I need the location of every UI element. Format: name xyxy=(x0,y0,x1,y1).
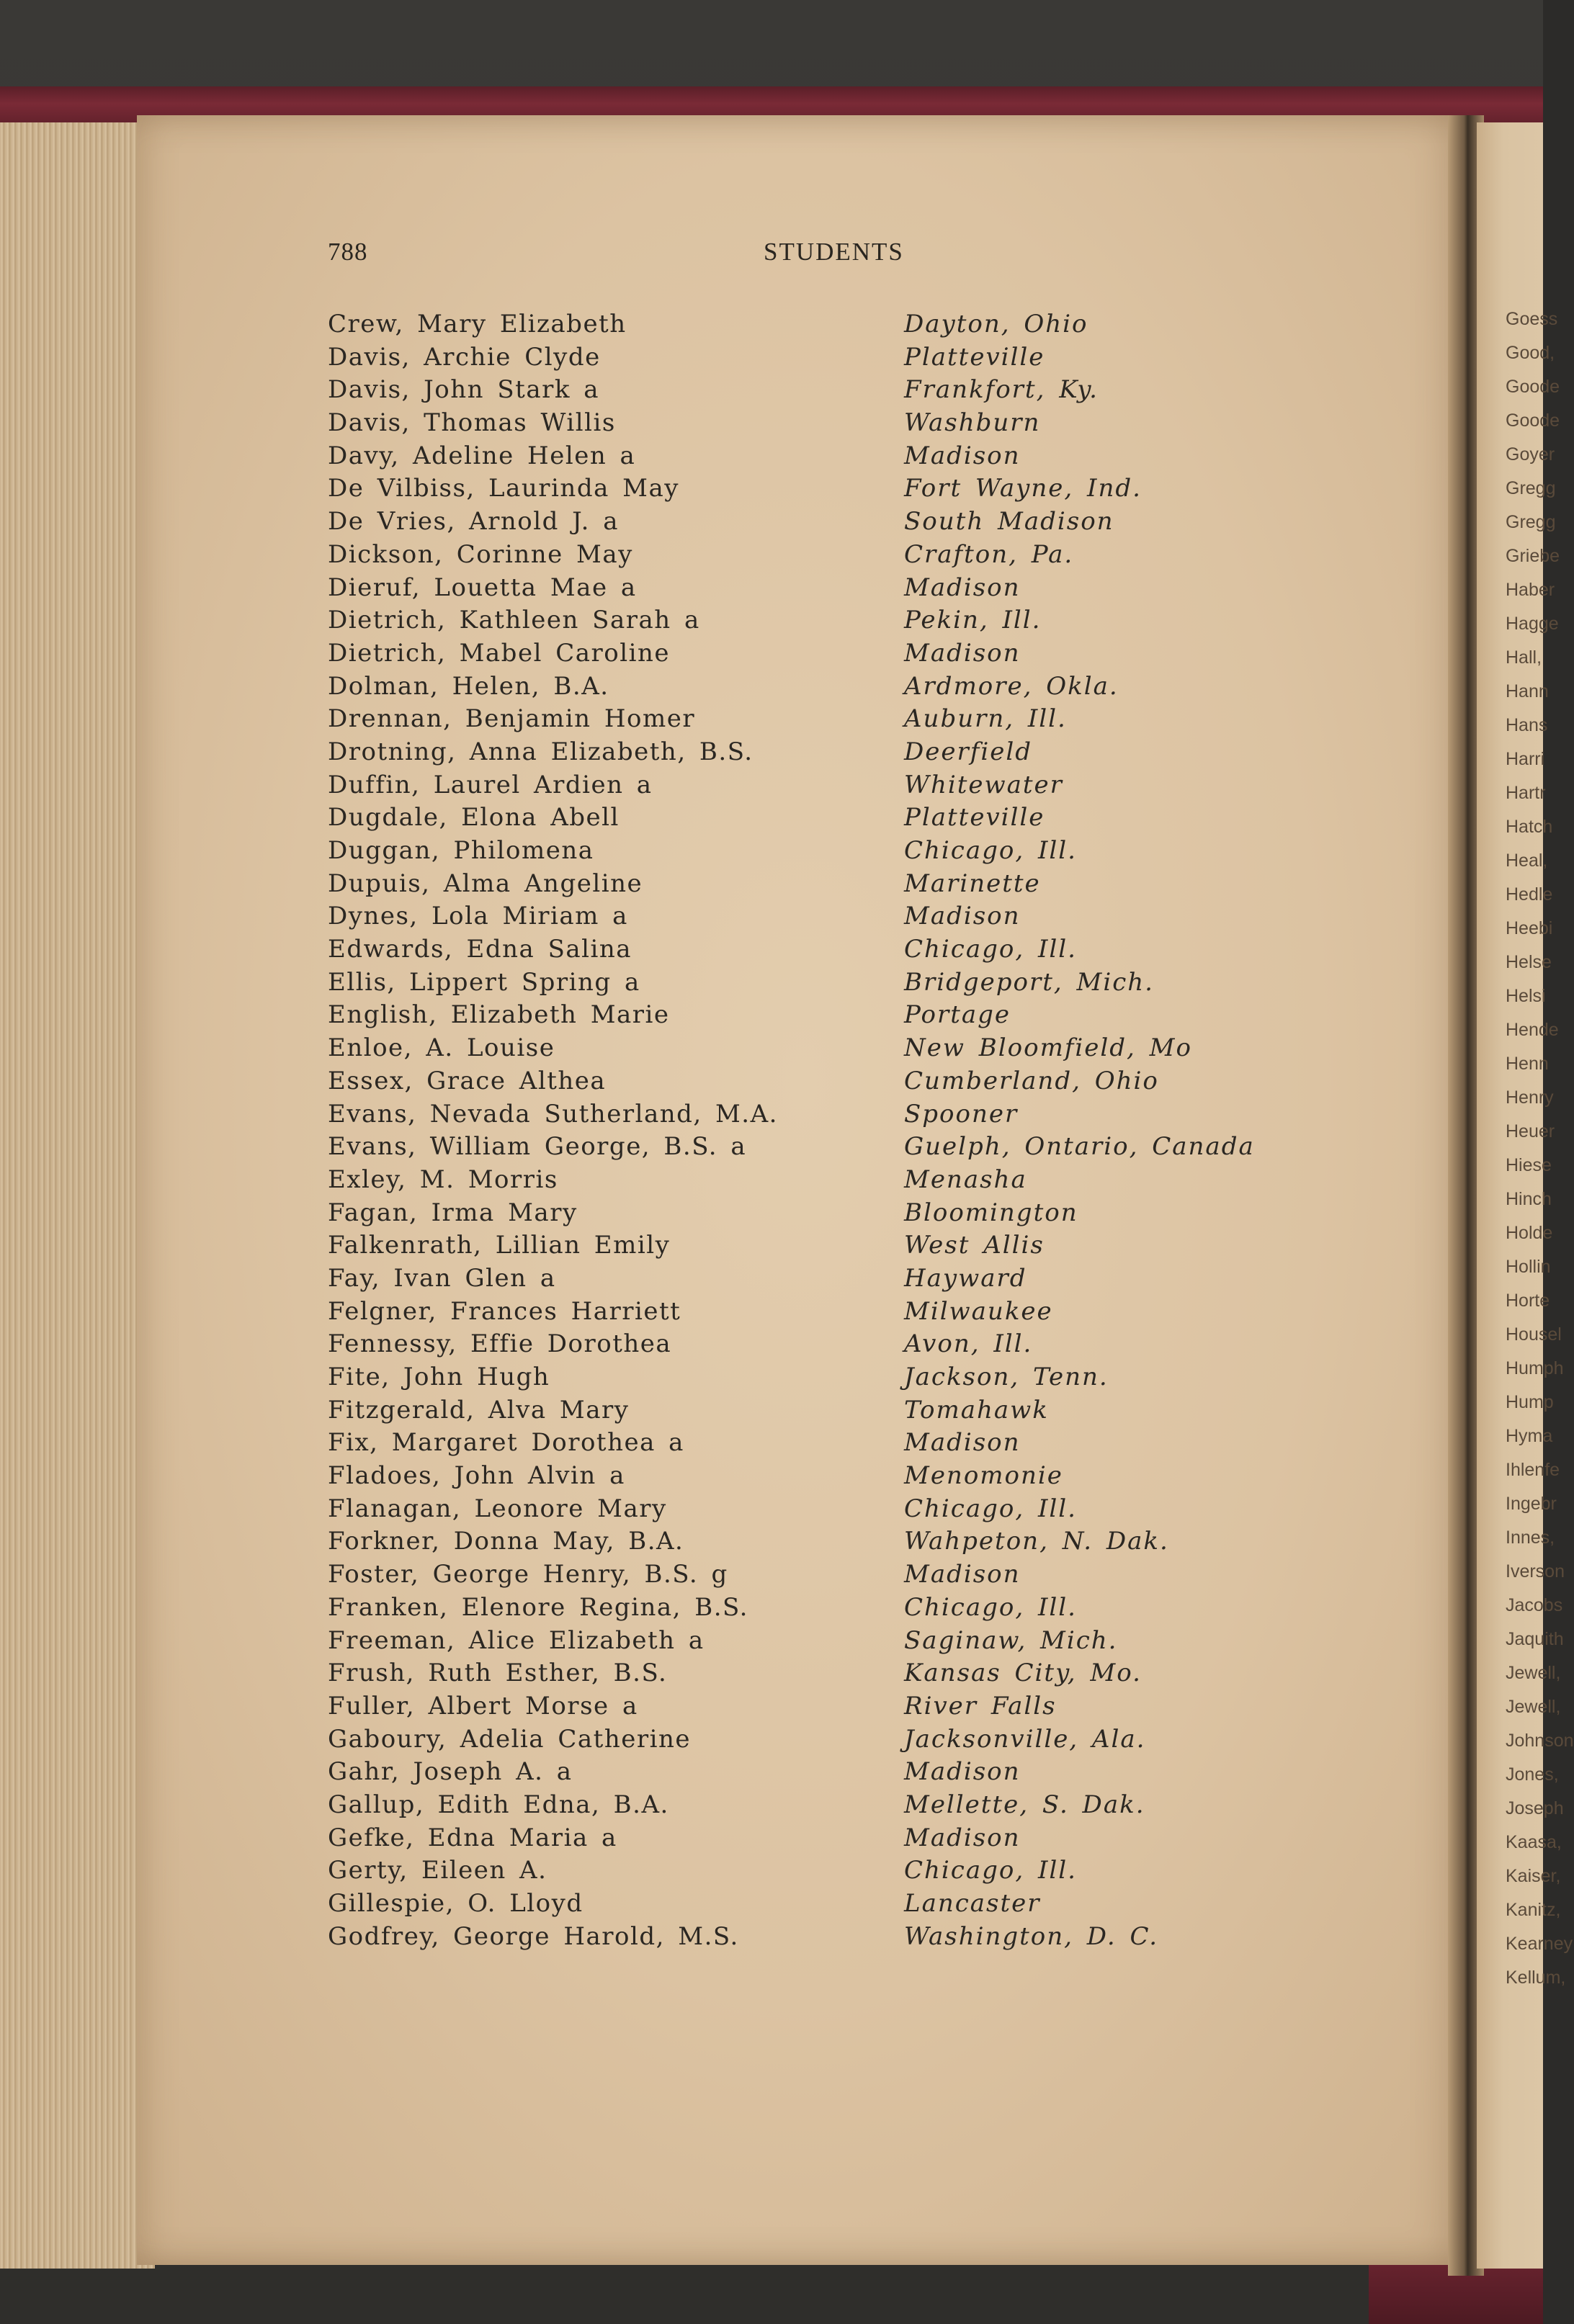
facing-page-fragment: Jewell, xyxy=(1506,1663,1561,1683)
student-name: Fitzgerald, Alva Mary xyxy=(328,1395,630,1425)
list-item xyxy=(328,1757,1336,1790)
list-item xyxy=(328,1067,1336,1100)
facing-page-fragment: Heebi xyxy=(1506,918,1553,938)
facing-page-fragment: Haber xyxy=(1506,580,1555,600)
facing-page-fragment: Ihlenfe xyxy=(1506,1460,1560,1480)
student-hometown: Platteville xyxy=(904,342,1045,372)
list-item xyxy=(328,672,1336,705)
facing-page-fragment: Helsi xyxy=(1506,986,1546,1006)
student-hometown: Crafton, Pa. xyxy=(904,539,1074,569)
student-name: Dugdale, Elona Abell xyxy=(328,803,620,833)
student-hometown: Washington, D. C. xyxy=(904,1921,1159,1951)
list-item xyxy=(328,1000,1336,1033)
student-hometown: New Bloomfield, Mo xyxy=(904,1033,1192,1063)
facing-page-fragment: Hartr xyxy=(1506,783,1546,803)
list-item xyxy=(328,1659,1336,1692)
facing-page-fragment: Gregg xyxy=(1506,512,1556,532)
student-hometown: Madison xyxy=(904,1757,1021,1787)
student-name: Fite, John Hugh xyxy=(328,1363,550,1391)
facing-page-fragment: Griebe xyxy=(1506,546,1560,566)
facing-page-fragment: Goode xyxy=(1506,410,1560,431)
list-item xyxy=(328,836,1336,869)
facing-page-fragment: Hann xyxy=(1506,681,1549,701)
student-name: Fagan, Irma Mary xyxy=(328,1198,578,1227)
list-item xyxy=(328,935,1336,968)
student-hometown: Cumberland, Ohio xyxy=(904,1066,1159,1095)
facing-page-fragment: Henry xyxy=(1506,1087,1554,1108)
facing-page-fragment: Goyer xyxy=(1506,444,1555,465)
student-name: Dupuis, Alma Angeline xyxy=(328,869,643,898)
list-item xyxy=(328,1725,1336,1758)
student-name: Crew, Mary Elizabeth xyxy=(328,310,627,338)
student-name: Falkenrath, Lillian Emily xyxy=(328,1231,671,1260)
list-item xyxy=(328,869,1336,902)
student-name: Dolman, Helen, B.A. xyxy=(328,671,609,701)
facing-page-fragment: Helse xyxy=(1506,952,1552,972)
list-item xyxy=(328,573,1336,606)
student-hometown: Marinette xyxy=(904,869,1041,898)
student-name: Gahr, Joseph A. a xyxy=(328,1757,573,1787)
student-name: Edwards, Edna Salina xyxy=(328,935,632,964)
list-item xyxy=(328,1889,1336,1922)
student-hometown: Madison xyxy=(904,1823,1021,1852)
facing-page-fragment: Jones, xyxy=(1506,1764,1559,1785)
student-name: Gallup, Edith Edna, B.A. xyxy=(328,1790,669,1819)
student-hometown: Chicago, Ill. xyxy=(904,1856,1077,1885)
facing-page-fragment: Jaquith xyxy=(1506,1629,1564,1649)
facing-page-fragment: Kanitz, xyxy=(1506,1900,1561,1920)
list-item xyxy=(328,1626,1336,1659)
student-hometown: Deerfield xyxy=(904,737,1032,766)
facing-page-fragment: Horte xyxy=(1506,1291,1550,1311)
list-item xyxy=(328,540,1336,573)
student-hometown: Ardmore, Okla. xyxy=(904,671,1119,701)
list-item xyxy=(328,1165,1336,1198)
student-name: Essex, Grace Althea xyxy=(328,1066,607,1095)
student-hometown: Whitewater xyxy=(904,770,1063,799)
student-hometown: Chicago, Ill. xyxy=(904,1592,1077,1622)
list-item xyxy=(328,1363,1336,1396)
list-item xyxy=(328,1461,1336,1494)
student-name: Gillespie, O. Lloyd xyxy=(328,1889,583,1918)
student-hometown: Madison xyxy=(904,573,1021,602)
facing-page-fragment: Hyma xyxy=(1506,1426,1553,1446)
student-name: Fix, Margaret Dorothea a xyxy=(328,1428,684,1458)
student-hometown: Guelph, Ontario, Canada xyxy=(904,1132,1255,1162)
list-item xyxy=(328,1692,1336,1725)
student-name: Ellis, Lippert Spring a xyxy=(328,967,640,997)
student-hometown: Frankfort, Ky. xyxy=(904,375,1099,405)
list-item xyxy=(328,639,1336,672)
student-name: Forkner, Donna May, B.A. xyxy=(328,1527,684,1556)
facing-page-fragment: Hatch xyxy=(1506,817,1553,837)
student-name: Davis, Thomas Willis xyxy=(328,408,616,438)
facing-page-fragment: Jewell, xyxy=(1506,1697,1561,1717)
list-item xyxy=(328,771,1336,804)
student-hometown: South Madison xyxy=(904,507,1114,537)
facing-page-fragment: Iverson xyxy=(1506,1561,1565,1582)
student-hometown: Pekin, Ill. xyxy=(904,606,1042,635)
facing-page-fragment: Johnson xyxy=(1506,1731,1574,1751)
student-name: Dickson, Corinne May xyxy=(328,539,633,569)
student-name: Davy, Adeline Helen a xyxy=(328,441,636,470)
student-name: Exley, M. Morris xyxy=(328,1165,558,1194)
student-name: English, Elizabeth Marie xyxy=(328,1000,670,1030)
student-hometown: Jackson, Tenn. xyxy=(904,1363,1109,1391)
student-name: Felgner, Frances Harriett xyxy=(328,1296,681,1326)
facing-page-fragment: Housel xyxy=(1506,1324,1562,1345)
student-name: Duffin, Laurel Ardien a xyxy=(328,770,653,799)
list-item xyxy=(328,1494,1336,1527)
facing-page-fragment: Hollin xyxy=(1506,1257,1551,1277)
facing-page-fragment: Henn xyxy=(1506,1054,1549,1074)
list-item xyxy=(328,1297,1336,1330)
student-name: Franken, Elenore Regina, B.S. xyxy=(328,1592,748,1622)
student-hometown: Madison xyxy=(904,441,1021,470)
list-item xyxy=(328,1100,1336,1133)
student-hometown: Fort Wayne, Ind. xyxy=(904,474,1142,503)
list-item xyxy=(328,737,1336,771)
list-item xyxy=(328,474,1336,507)
facing-page-fragment: Kaasa, xyxy=(1506,1832,1562,1852)
list-item xyxy=(328,441,1336,475)
student-name: Evans, Nevada Sutherland, M.A. xyxy=(328,1099,778,1129)
student-name: Frush, Ruth Esther, B.S. xyxy=(328,1659,668,1688)
student-name: Freeman, Alice Elizabeth a xyxy=(328,1625,705,1655)
student-hometown: Washburn xyxy=(904,408,1041,438)
student-name: De Vilbiss, Laurinda May xyxy=(328,474,679,503)
page-stack-edges xyxy=(0,122,155,2269)
facing-page-fragment: Hinch xyxy=(1506,1189,1552,1209)
student-hometown: Wahpeton, N. Dak. xyxy=(904,1527,1169,1556)
facing-page-fragment: Heuer xyxy=(1506,1121,1555,1141)
student-hometown: Jacksonville, Ala. xyxy=(904,1724,1146,1754)
facing-page-fragment: Kellum, xyxy=(1506,1968,1566,1988)
student-hometown: West Allis xyxy=(904,1231,1045,1260)
student-name: Foster, George Henry, B.S. g xyxy=(328,1560,728,1589)
facing-page-fragment: Hagge xyxy=(1506,614,1559,634)
list-item xyxy=(328,704,1336,737)
list-item xyxy=(328,408,1336,441)
facing-page-fragment: Good, xyxy=(1506,343,1555,363)
student-name: Drotning, Anna Elizabeth, B.S. xyxy=(328,737,754,766)
list-item xyxy=(328,606,1336,639)
facing-page-fragment: Goess xyxy=(1506,309,1558,329)
student-hometown: Milwaukee xyxy=(904,1296,1053,1326)
student-name: Fuller, Albert Morse a xyxy=(328,1691,638,1720)
facing-page-fragment: Ingebr xyxy=(1506,1494,1557,1514)
facing-page-fragment: Hump xyxy=(1506,1392,1554,1412)
student-name: Dieruf, Louetta Mae a xyxy=(328,573,637,602)
student-hometown: Chicago, Ill. xyxy=(904,836,1077,865)
facing-page-fragment: Jacobs xyxy=(1506,1595,1563,1615)
list-item xyxy=(328,1198,1336,1231)
list-item xyxy=(328,310,1336,343)
student-name: Evans, William George, B.S. a xyxy=(328,1132,747,1162)
facing-page-fragment: Innes, xyxy=(1506,1527,1555,1548)
student-name: Gefke, Edna Maria a xyxy=(328,1823,617,1852)
student-list xyxy=(328,310,1336,1955)
student-name: Dietrich, Kathleen Sarah a xyxy=(328,606,700,635)
facing-page-fragment: Joseph xyxy=(1506,1798,1564,1818)
facing-page-fragment: Gregg xyxy=(1506,478,1556,498)
student-hometown: Portage xyxy=(904,1000,1011,1030)
student-name: Duggan, Philomena xyxy=(328,836,594,865)
list-item xyxy=(328,1033,1336,1067)
student-hometown: Menasha xyxy=(904,1165,1027,1194)
list-item xyxy=(328,375,1336,408)
list-item xyxy=(328,968,1336,1001)
student-name: Fladoes, John Alvin a xyxy=(328,1461,625,1491)
student-hometown: Auburn, Ill. xyxy=(904,704,1067,734)
student-name: Flanagan, Leonore Mary xyxy=(328,1494,667,1523)
student-name: Dietrich, Mabel Caroline xyxy=(328,638,671,668)
facing-page-fragment: Hiese xyxy=(1506,1155,1552,1175)
student-hometown: Hayward xyxy=(904,1263,1027,1293)
list-item xyxy=(328,1428,1336,1461)
student-hometown: Saginaw, Mich. xyxy=(904,1625,1118,1655)
running-head: STUDENTS xyxy=(764,238,904,266)
student-name: De Vries, Arnold J. a xyxy=(328,507,620,537)
student-name: Drennan, Benjamin Homer xyxy=(328,704,696,734)
list-item xyxy=(328,1132,1336,1165)
facing-page-fragment: Hans xyxy=(1506,715,1548,735)
list-item xyxy=(328,343,1336,376)
facing-page-fragment: Hende xyxy=(1506,1020,1559,1040)
list-item xyxy=(328,1922,1336,1955)
student-hometown: Bloomington xyxy=(904,1198,1078,1227)
student-hometown: Dayton, Ohio xyxy=(904,310,1088,338)
student-hometown: Lancaster xyxy=(904,1889,1041,1918)
list-item xyxy=(328,1396,1336,1429)
page-number: 788 xyxy=(328,238,368,266)
list-item xyxy=(328,803,1336,836)
student-name: Fay, Ivan Glen a xyxy=(328,1263,556,1293)
student-hometown: Avon, Ill. xyxy=(904,1329,1033,1359)
list-item xyxy=(328,1593,1336,1626)
list-item xyxy=(328,1231,1336,1264)
list-item xyxy=(328,1790,1336,1823)
student-name: Gaboury, Adelia Catherine xyxy=(328,1724,692,1754)
student-hometown: Platteville xyxy=(904,803,1045,833)
facing-page-fragment: Hall, xyxy=(1506,647,1542,668)
page-header xyxy=(328,238,947,274)
facing-page-fragment: Hedle xyxy=(1506,884,1553,905)
student-hometown: Kansas City, Mo. xyxy=(904,1659,1142,1688)
student-name: Godfrey, George Harold, M.S. xyxy=(328,1921,739,1951)
list-item xyxy=(328,1823,1336,1857)
facing-page-fragment: Heal, xyxy=(1506,851,1548,871)
facing-page-fragment: Humph xyxy=(1506,1358,1564,1378)
facing-page-fragment: Kearney xyxy=(1506,1934,1573,1954)
facing-page-text-fragments xyxy=(1506,302,1574,1995)
student-hometown: Madison xyxy=(904,1560,1021,1589)
student-name: Davis, John Stark a xyxy=(328,375,600,405)
facing-page-fragment: Harri xyxy=(1506,749,1545,769)
list-item xyxy=(328,507,1336,540)
student-hometown: Menomonie xyxy=(904,1461,1063,1491)
student-hometown: Madison xyxy=(904,638,1021,668)
student-hometown: Mellette, S. Dak. xyxy=(904,1790,1145,1819)
student-hometown: Chicago, Ill. xyxy=(904,935,1077,964)
student-name: Fennessy, Effie Dorothea xyxy=(328,1329,672,1359)
student-name: Dynes, Lola Miriam a xyxy=(328,902,628,931)
list-item xyxy=(328,1264,1336,1297)
list-item xyxy=(328,1560,1336,1593)
student-hometown: Tomahawk xyxy=(904,1395,1049,1425)
facing-page-fragment: Holde xyxy=(1506,1223,1553,1243)
student-name: Davis, Archie Clyde xyxy=(328,342,601,372)
student-hometown: Spooner xyxy=(904,1099,1019,1129)
student-name: Gerty, Eileen A. xyxy=(328,1856,547,1885)
student-hometown: River Falls xyxy=(904,1691,1057,1720)
facing-page-fragment: Kaiser, xyxy=(1506,1866,1561,1886)
student-hometown: Chicago, Ill. xyxy=(904,1494,1077,1523)
student-hometown: Bridgeport, Mich. xyxy=(904,967,1154,997)
student-name: Enloe, A. Louise xyxy=(328,1033,555,1063)
list-item xyxy=(328,902,1336,935)
list-item xyxy=(328,1527,1336,1560)
list-item xyxy=(328,1329,1336,1363)
student-hometown: Madison xyxy=(904,902,1021,931)
facing-page-fragment: Goode xyxy=(1506,377,1560,397)
list-item xyxy=(328,1856,1336,1889)
student-hometown: Madison xyxy=(904,1428,1021,1458)
